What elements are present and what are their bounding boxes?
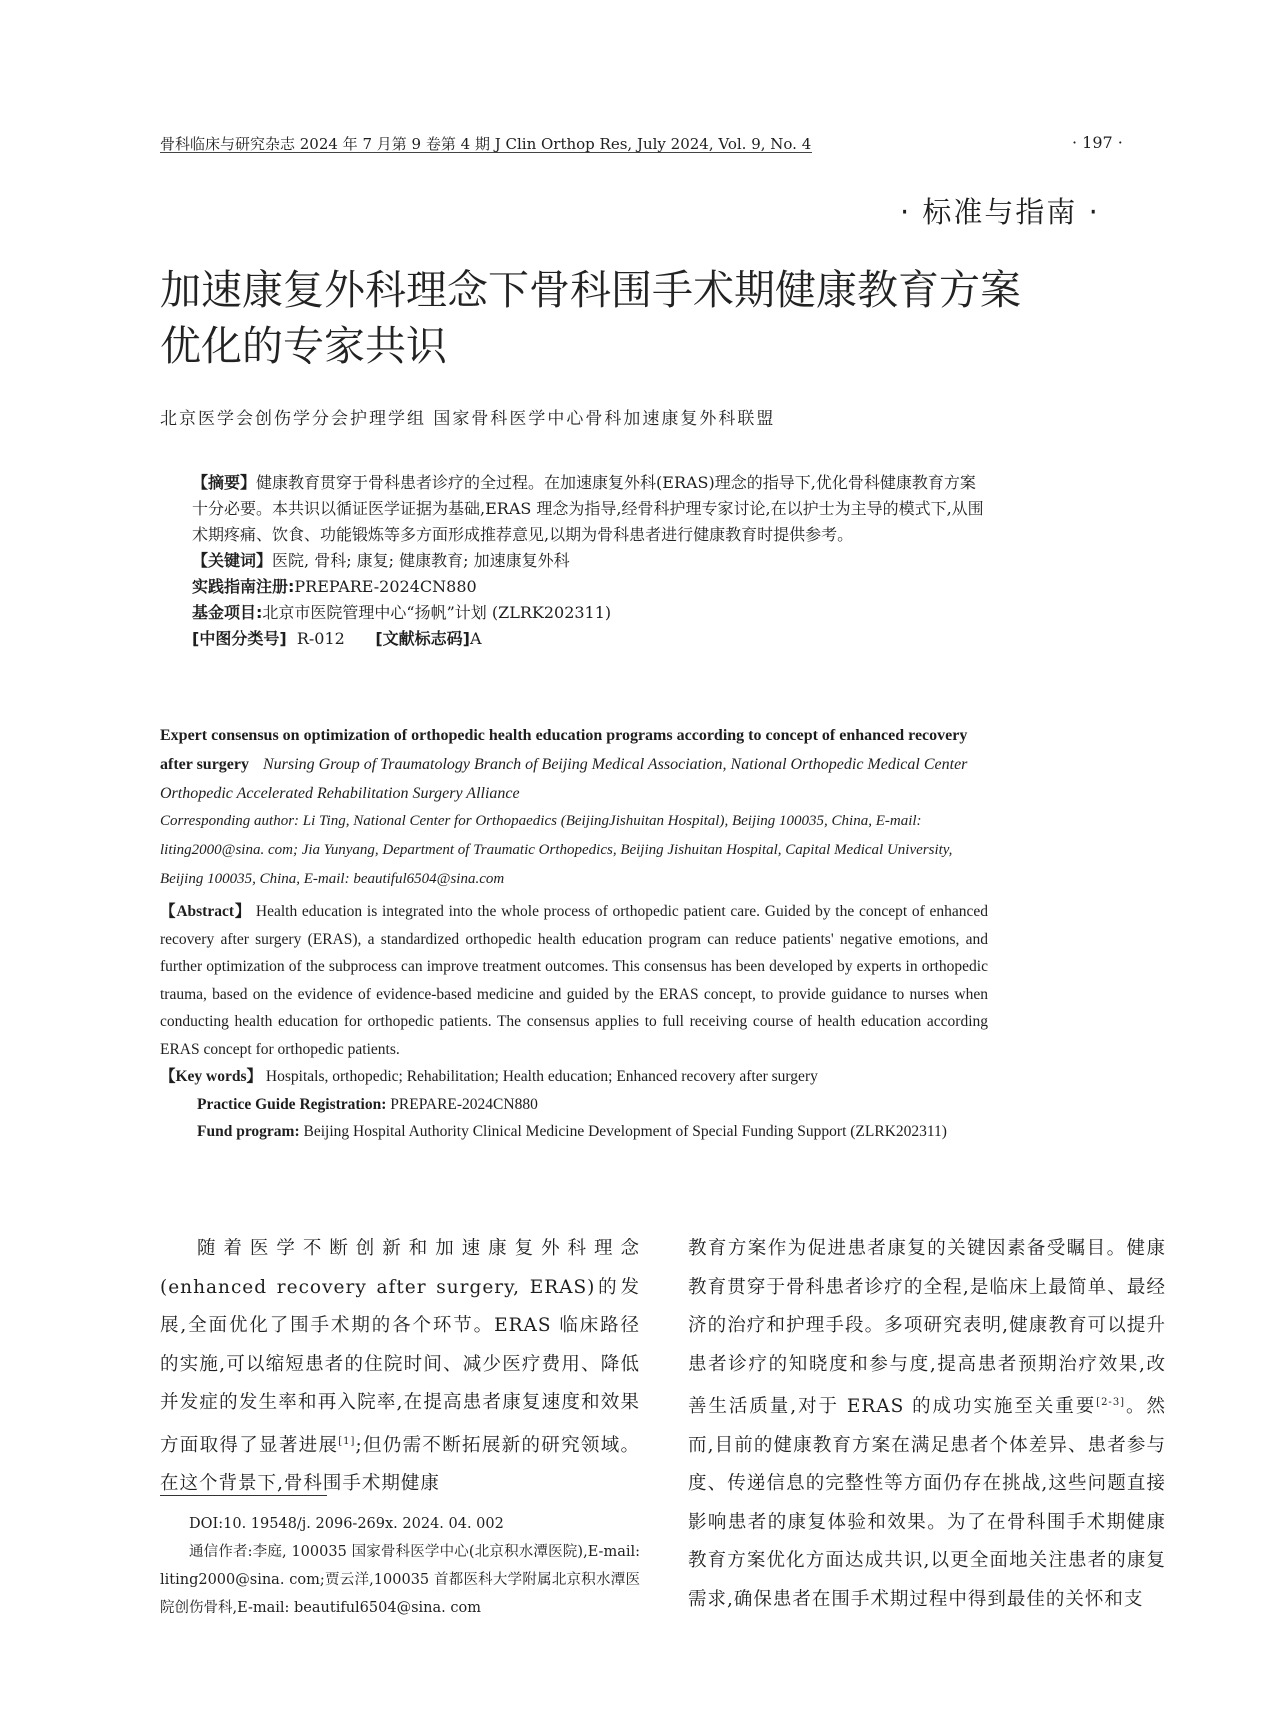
body-column-right <box>688 1230 1166 1619</box>
reference-1: [1] <box>338 1435 356 1447</box>
english-authors: Nursing Group of Traumatology Branch of Beijing Medical Association, National Orthopedic Medical Center Orthopedic Accelerated Rehabilitation Surgery Alliance <box>160 756 968 802</box>
abstract-cn <box>160 470 988 548</box>
registration-en-label: Practice Guide Registration: <box>197 1095 387 1113</box>
fund-cn-label: 基金项目: <box>192 603 263 622</box>
footnotes <box>160 1510 640 1622</box>
keywords-cn-label: 【关键词】 <box>192 551 273 570</box>
keywords-en <box>160 1063 988 1091</box>
english-abstract-block <box>160 898 988 1146</box>
keywords-cn-text: 医院, 骨科; 康复; 健康教育; 加速康复外科 <box>272 551 570 570</box>
article-title: 加速康复外科理念下骨科围手术期健康教育方案优化的专家共识 <box>160 266 1021 370</box>
abstract-cn-label: 【摘要】 <box>192 473 257 492</box>
reference-2-3: [2-3] <box>1096 1397 1126 1408</box>
abstract-cn-text: 健康教育贯穿于骨科患者诊疗的全过程。在加速康复外科(ERAS)理念的指导下,优化骨科健康教育方案十分必要。本共识以循证医学证据为基础,ERAS 理念为指导,经骨科护理专家讨论,在以护士为主导的模式下,从围术期疼痛、饮食、功能锻炼等多方面形成推荐意见,以期为骨科患者进行健康教育时提供参考。 <box>192 473 984 544</box>
registration-en <box>160 1091 988 1119</box>
abstract-en <box>160 898 988 1063</box>
keywords-en-label: 【Key words】 <box>160 1068 263 1085</box>
abstract-en-text: Health education is integrated into the whole process of orthopedic patient care. Guided by the concept of enhanced recovery after surgery (ERAS), a standardized orthopedic health education program can reduce patients' negative emotions, and further optimization of the subprocess can improve treatment outcomes. This consensus has been developed by experts in orthopedic trauma, based on the evidence of evidence-based medicine and guided by the ERAS concept, to provide guidance to nurses when conducting health education for orthopedic patients. The consensus applies to full receiving course of health education according ERAS concept for orthopedic patients. <box>160 903 989 1058</box>
footnote-rule <box>160 1495 327 1496</box>
body-paragraph-right: 教育方案作为促进患者康复的关键因素备受瞩目。健康教育贯穿于骨科患者诊疗的全程,是临床上最简单、最经济的治疗和护理手段。多项研究表明,健康教育可以提升患者诊疗的知晓度和参与度,提高患者预期治疗效果,改善生活质量,对于 ERAS 的成功实施至关重要[2-3]。然而,目前的健康教育方案在满足患者个体差异、患者参与度、传递信息的完整性等方面仍存在挑战,这些问题直接影响患者的康复体验和效果。为了在骨科围手术期健康教育方案优化方面达成共识,以更全面地关注患者的康复需求,确保患者在围手术期过程中得到最佳的关怀和支 <box>688 1238 1166 1610</box>
header-rule <box>160 152 812 153</box>
corresponding-author-block <box>160 807 988 894</box>
section-heading: · 标准与指南 · <box>900 195 1100 229</box>
doi: DOI:10. 19548/j. 2096-269x. 2024. 04. 002 <box>189 1516 504 1532</box>
running-head: 骨科临床与研究杂志 2024 年 7 月第 9 卷第 4 期 J Clin Orthop Res, July 2024, Vol. 9, No. 4 <box>160 135 812 153</box>
registration-cn-label: 实践指南注册: <box>192 577 295 596</box>
keywords-cn <box>160 548 988 574</box>
fund-en <box>160 1118 988 1146</box>
chinese-abstract-block <box>160 470 988 652</box>
english-title-block <box>160 721 988 808</box>
clc-label: [中图分类号] <box>192 629 287 648</box>
body-paragraph-left: 随着医学不断创新和加速康复外科理念 (enhanced recovery after surgery, ERAS)的发展,全面优化了围手术期的各个环节。ERAS 临床路径的实施,可以缩短患者的住院时间、减少医疗费用、降低并发症的发生率和再入院率,在提高患者康复速度和效果方面取得了显著进展[1];但仍需不断拓展新的研究领域。在这个背景下,骨科围手术期健康 <box>160 1238 640 1495</box>
fund-cn-text: 北京市医院管理中心“扬帆”计划 (ZLRK202311) <box>262 603 612 622</box>
doc-code-label: [文献标志码] <box>375 629 470 648</box>
page-number: · 197 · <box>1072 133 1123 152</box>
fund-en-text: Beijing Hospital Authority Clinical Medicine Development of Special Funding Support (ZLRK202311) <box>303 1123 947 1140</box>
fund-en-label: Fund program: <box>197 1123 300 1140</box>
registration-cn-text: PREPARE-2024CN880 <box>294 577 477 596</box>
registration-en-text: PREPARE-2024CN880 <box>390 1095 538 1113</box>
fund-cn <box>160 600 988 626</box>
english-title: Expert consensus on optimization of orthopedic health education programs according to concept of enhanced recovery after surgery <box>160 727 968 773</box>
correspondence-note: 通信作者:李庭, 100035 国家骨科医学中心(北京积水潭医院),E-mail: liting2000@sina. com;贾云洋,100035 首都医科大学附属北京积水潭医院创伤骨科,E-mail: beautiful6504@sina. com <box>160 1544 640 1616</box>
doc-code-value: A <box>469 629 482 648</box>
author-groups: 北京医学会创伤学分会护理学组 国家骨科医学中心骨科加速康复外科联盟 <box>160 409 776 429</box>
clc-value: R-012 <box>296 629 345 648</box>
abstract-en-label: 【Abstract】 <box>160 903 252 920</box>
corresponding-author: Corresponding author: Li Ting, National Center for Orthopaedics (BeijingJishuitan Hospital), Beijing 100035, China, E-mail: liting2000@sina. com; Jia Yunyang, Department of Traumatic Orthopedics, Beijing Jishuitan Hospital, Capital Medical University, Beijing 100035, China, E-mail: beautiful6504@sina.com <box>160 813 953 887</box>
keywords-en-text: Hospitals, orthopedic; Rehabilitation; Health education; Enhanced recovery after surgery <box>265 1068 818 1085</box>
registration-cn <box>160 574 988 600</box>
body-column-left <box>160 1230 640 1504</box>
classification-cn <box>160 626 988 652</box>
